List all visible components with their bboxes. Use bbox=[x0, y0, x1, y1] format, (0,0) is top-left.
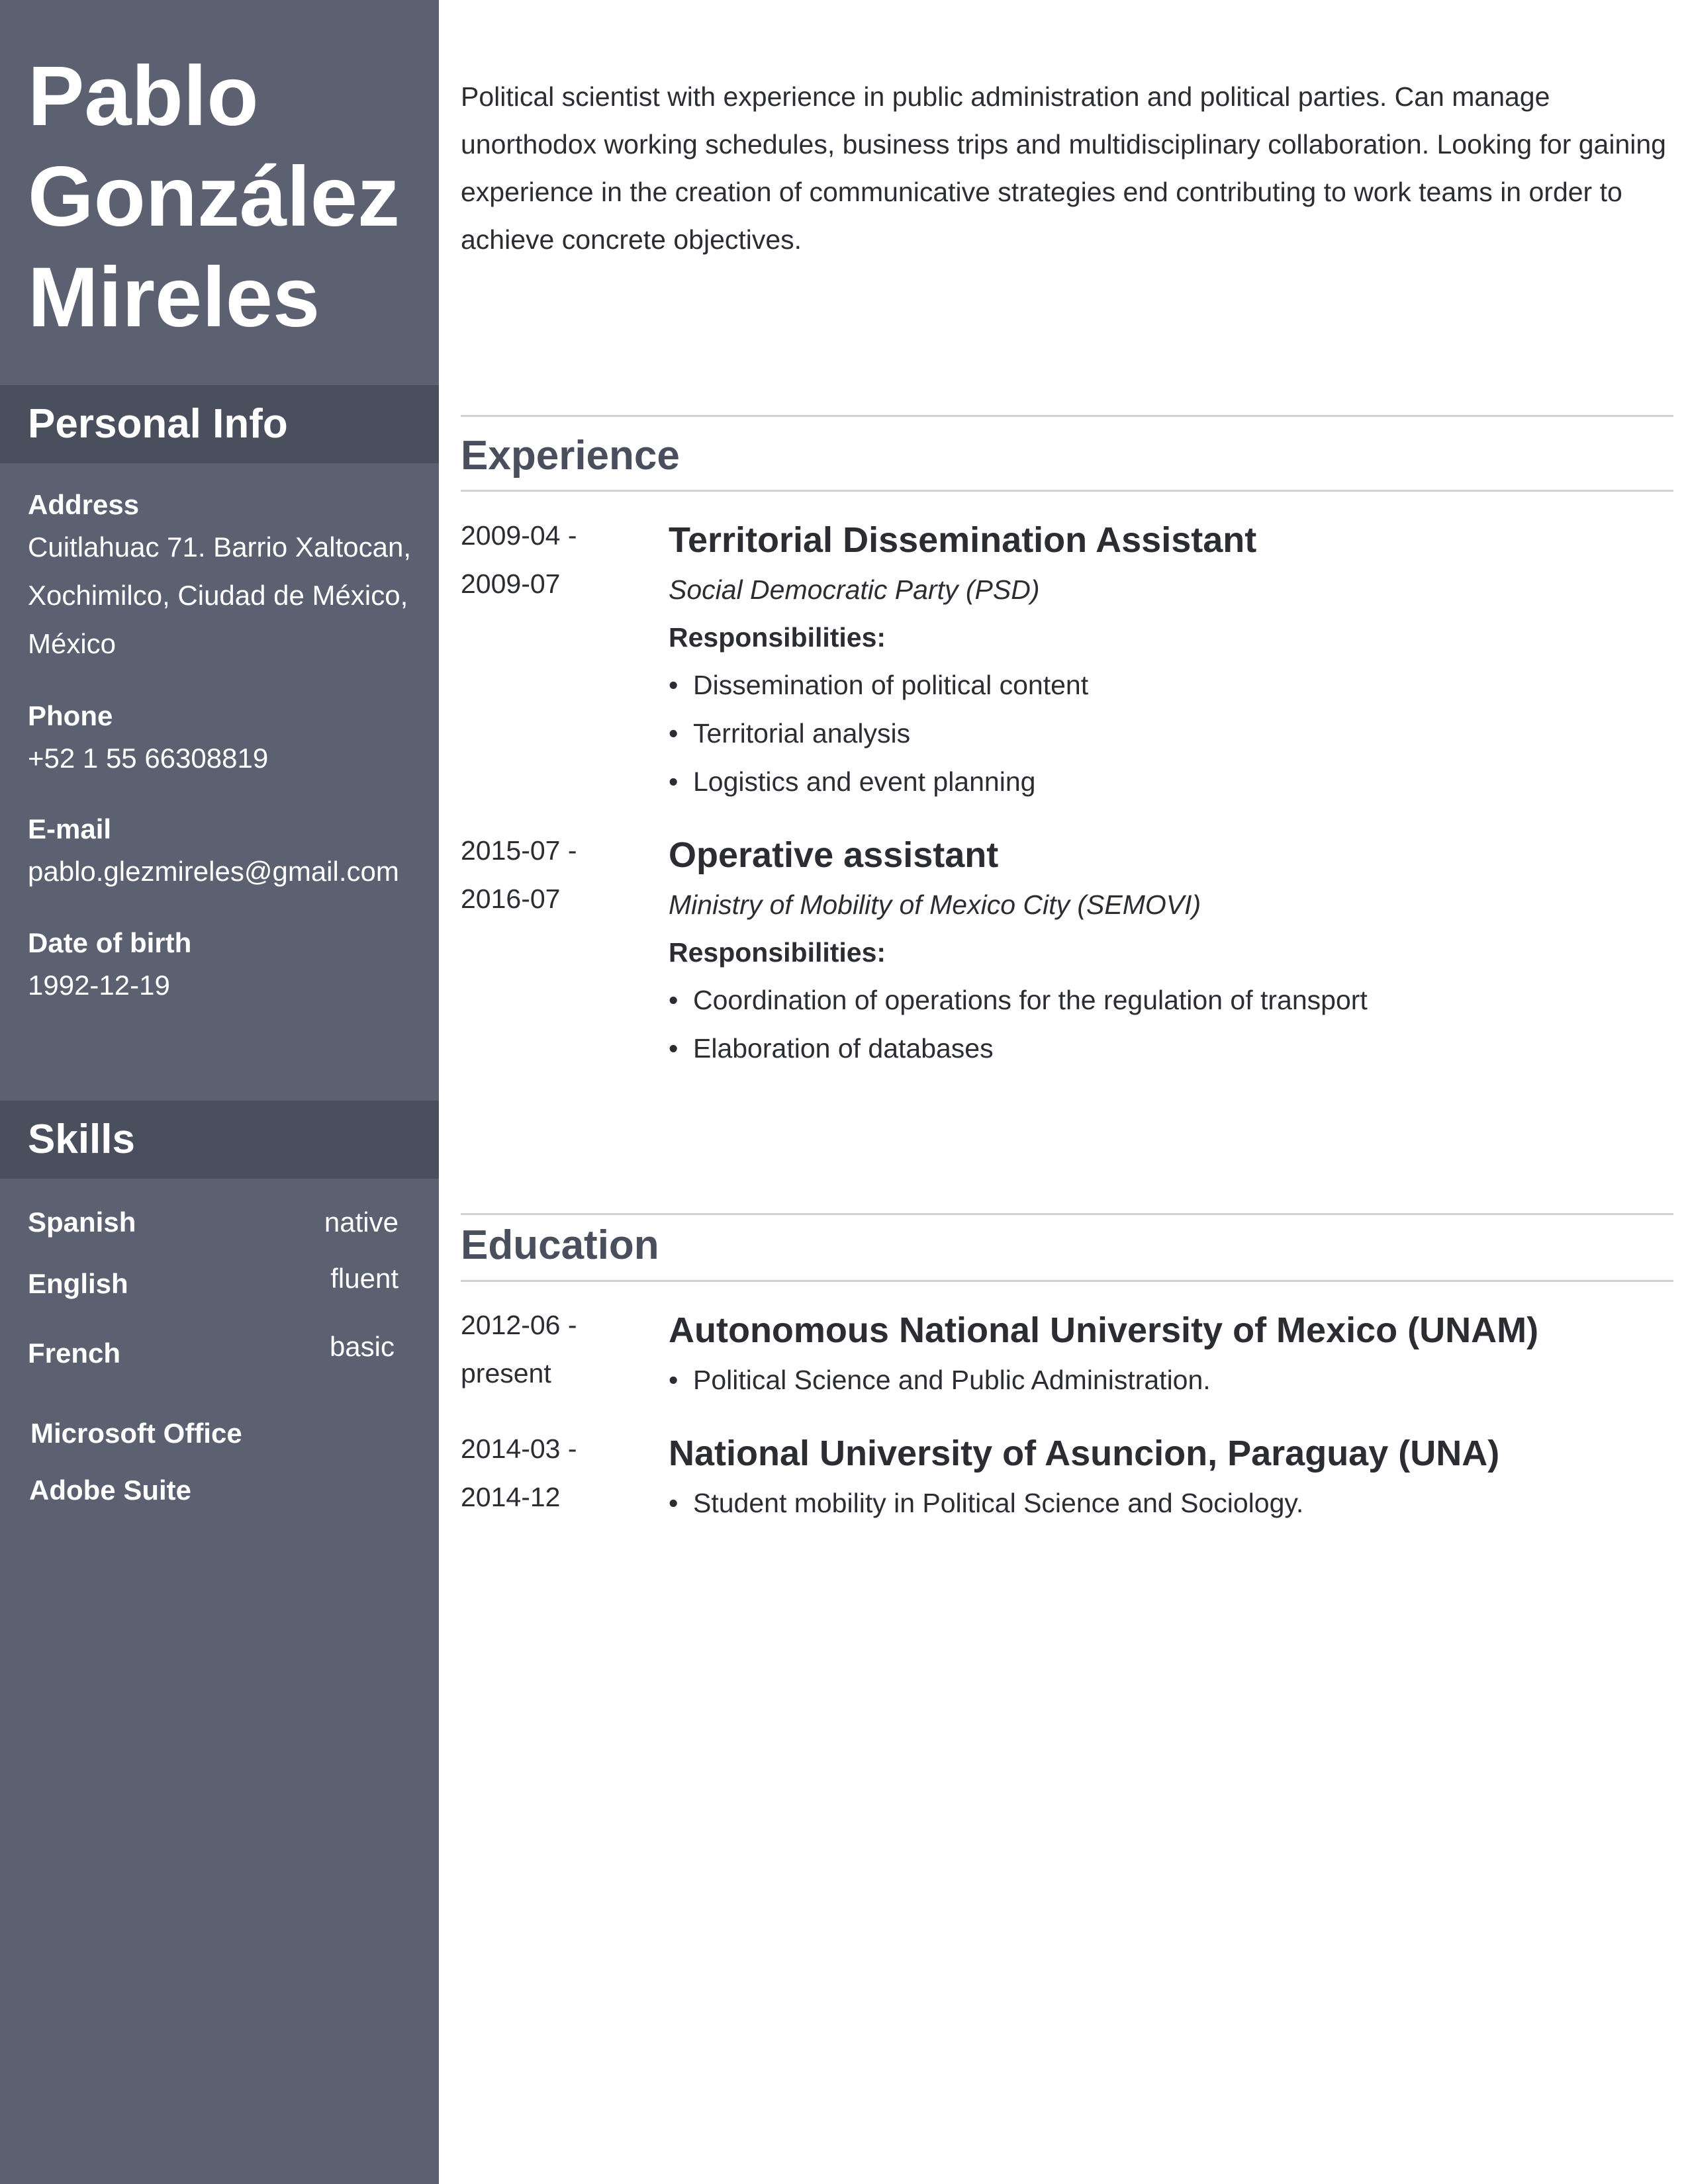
skill-row bbox=[29, 1474, 400, 1507]
education-date bbox=[461, 1301, 653, 1398]
experience-entry bbox=[669, 517, 1675, 806]
education-details bbox=[669, 1479, 1675, 1527]
education-entry bbox=[669, 1307, 1675, 1404]
section-divider bbox=[461, 490, 1673, 492]
name-first: Pablo bbox=[28, 49, 259, 144]
address-line: Cuitlahuac 71. Barrio Xaltocan, bbox=[28, 531, 411, 563]
date-end: 2014-12 bbox=[461, 1482, 561, 1512]
skill-row bbox=[28, 1206, 399, 1239]
list-item: • Dissemination of political content bbox=[669, 661, 1675, 709]
list-item: • Political Science and Public Administration. bbox=[669, 1356, 1675, 1404]
skill-row bbox=[30, 1417, 401, 1450]
sidebar bbox=[0, 0, 439, 2184]
skill-name: French bbox=[28, 1338, 121, 1369]
list-item: • Student mobility in Political Science and Sociology. bbox=[669, 1479, 1675, 1527]
skill-level: native bbox=[324, 1206, 399, 1238]
school-name: National University of Asuncion, Paraguay (UNA) bbox=[669, 1433, 1500, 1473]
personal-info-heading: Personal Info bbox=[0, 385, 439, 463]
education-entry bbox=[669, 1430, 1675, 1527]
section-divider bbox=[461, 1213, 1673, 1215]
full-name bbox=[28, 46, 400, 348]
experience-date bbox=[461, 827, 653, 923]
skill-name: English bbox=[28, 1268, 128, 1299]
skill-name: Microsoft Office bbox=[30, 1418, 242, 1449]
responsibilities-label: Responsibilities: bbox=[669, 937, 886, 968]
skill-row bbox=[28, 1263, 399, 1300]
section-divider bbox=[461, 1280, 1673, 1282]
name-middle: González bbox=[28, 150, 400, 244]
school-name: Autonomous National University of Mexico (UNAM) bbox=[669, 1310, 1539, 1350]
job-title: Operative assistant bbox=[669, 835, 999, 875]
list-item: • Territorial analysis bbox=[669, 709, 1675, 758]
phone-value: +52 1 55 66308819 bbox=[28, 743, 269, 774]
email-block bbox=[28, 813, 432, 895]
dob-label: Date of birth bbox=[28, 927, 192, 958]
address-block bbox=[28, 488, 432, 668]
profile-summary: Political scientist with experience in public administration and political parties. Can manage unorthodox working schedules, business trips and multidisciplinary collaboration. Looking for gaining experience in the creation of communicative strategies end contributing to work teams in order to achieve concrete objectives. bbox=[461, 81, 1666, 255]
address-label: Address bbox=[28, 489, 140, 520]
date-end: 2009-07 bbox=[461, 569, 561, 599]
phone-block bbox=[28, 700, 432, 782]
date-start: 2014-03 - bbox=[461, 1433, 577, 1464]
responsibilities-list bbox=[669, 661, 1675, 806]
job-title: Territorial Dissemination Assistant bbox=[669, 520, 1257, 560]
skill-name: Spanish bbox=[28, 1206, 136, 1238]
education-details bbox=[669, 1356, 1675, 1404]
job-organization: Ministry of Mobility of Mexico City (SEMOVI) bbox=[669, 889, 1201, 920]
experience-heading: Experience bbox=[461, 433, 680, 478]
skill-level: fluent bbox=[330, 1263, 399, 1294]
dob-block bbox=[28, 927, 432, 1009]
date-start: 2009-04 - bbox=[461, 520, 577, 551]
skill-level: basic bbox=[329, 1331, 395, 1362]
address-line: México bbox=[28, 628, 117, 659]
list-item: • Elaboration of databases bbox=[669, 1024, 1675, 1073]
list-item: • Logistics and event planning bbox=[669, 758, 1675, 806]
responsibilities-label: Responsibilities: bbox=[669, 622, 886, 653]
education-heading: Education bbox=[461, 1222, 659, 1268]
skill-name: Adobe Suite bbox=[29, 1475, 192, 1506]
skill-row bbox=[28, 1331, 399, 1370]
date-start: 2015-07 - bbox=[461, 835, 577, 866]
skills-heading: Skills bbox=[0, 1101, 439, 1179]
experience-date bbox=[461, 512, 653, 608]
list-item: • Coordination of operations for the regulation of transport bbox=[669, 976, 1675, 1024]
date-end: 2016-07 bbox=[461, 884, 561, 914]
experience-entry bbox=[669, 832, 1675, 1073]
section-divider bbox=[461, 415, 1673, 417]
dob-value: 1992-12-19 bbox=[28, 970, 170, 1001]
date-end: present bbox=[461, 1358, 551, 1388]
responsibilities-list bbox=[669, 976, 1675, 1073]
email-label: E-mail bbox=[28, 813, 112, 844]
education-date bbox=[461, 1425, 653, 1522]
date-start: 2012-06 - bbox=[461, 1310, 577, 1340]
address-line: Xochimilco, Ciudad de México, bbox=[28, 580, 408, 611]
phone-label: Phone bbox=[28, 700, 113, 731]
job-organization: Social Democratic Party (PSD) bbox=[669, 574, 1040, 605]
address-value bbox=[28, 523, 432, 668]
email-value: pablo.glezmireles@gmail.com bbox=[28, 856, 399, 887]
name-last: Mireles bbox=[28, 250, 320, 345]
